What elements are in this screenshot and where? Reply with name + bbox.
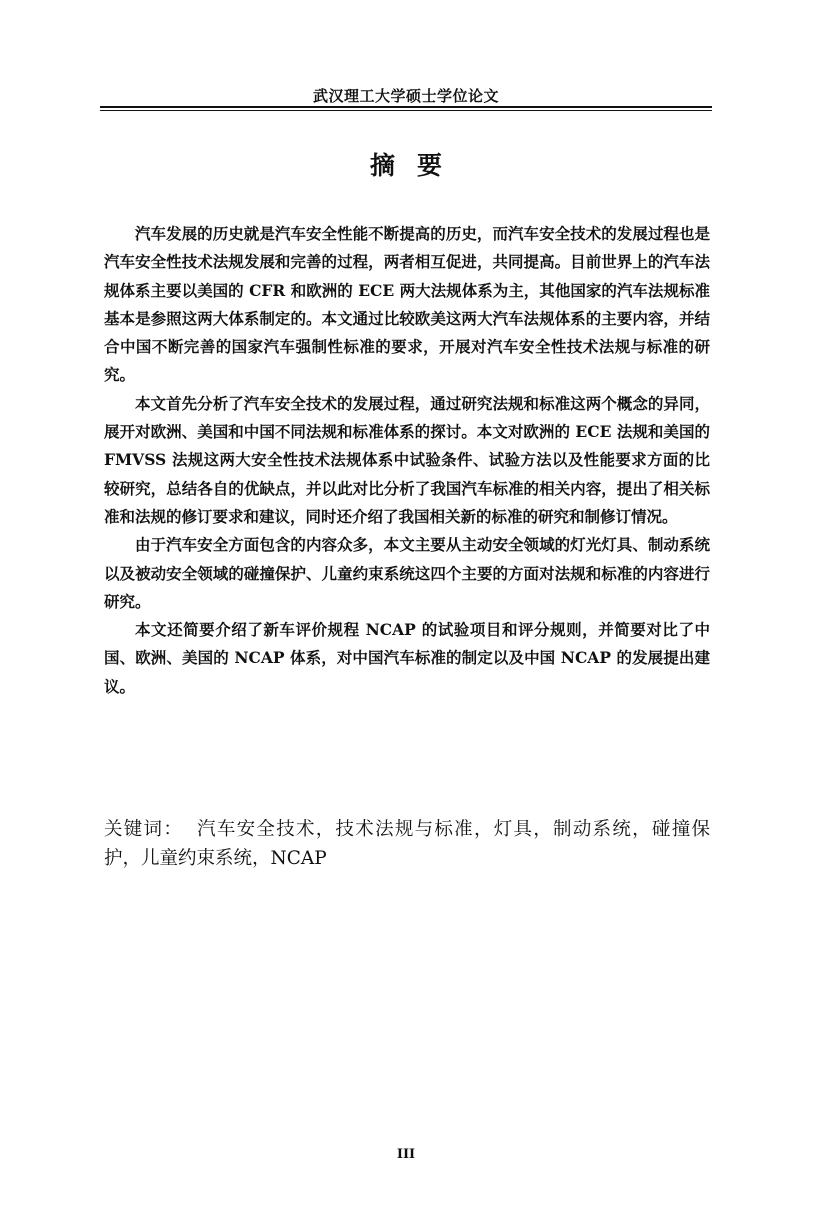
keywords-section	[104, 815, 710, 873]
abstract-paragraph-2: 本文首先分析了汽车安全技术的发展过程，通过研究法规和标准这两个概念的异同，展开对欧洲、美国和中国不同法规和标准体系的探讨。本文对欧洲的 ECE 法规和美国的 FMVSS 法规这两大安全性技术法规体系中试验条件、试验方法以及性能要求方面的比较研究，总结各自的优缺点，并以此对比分析了我国汽车标准的相关内容，提出了相关标准和法规的修订要求和建议，同时还介绍了我国相关新的标准的研究和制修订情况。	[104, 393, 710, 526]
page-number: III	[396, 1147, 416, 1162]
abstract-paragraph-4: 本文还简要介绍了新车评价规程 NCAP 的试验项目和评分规则，并简要对比了中国、欧洲、美国的 NCAP 体系，对中国汽车标准的制定以及中国 NCAP 的发展提出建议。	[104, 620, 710, 696]
keywords-label: 关键词：	[104, 819, 184, 840]
header-rule-secondary	[100, 110, 712, 111]
running-header: 武汉理工大学硕士学位论文	[312, 87, 499, 105]
abstract-paragraph-1: 汽车发展的历史就是汽车安全性能不断提高的历史，而汽车安全技术的发展过程也是汽车安全性技术法规发展和完善的过程，两者相互促进，共同提高。目前世界上的汽车法规体系主要以美国的 CFR 和欧洲的 ECE 两大法规体系为主，其他国家的汽车法规标准基本是参照这两大体系制定的。本文通过比较欧美这两大汽车法规体系的主要内容，并结合中国不断完善的国家汽车强制性标准的要求，开展对汽车安全性技术法规与标准的研究。	[104, 224, 710, 385]
abstract-paragraph-3: 由于汽车安全方面包含的内容众多，本文主要从主动安全领域的灯光灯具、制动系统以及被动安全领域的碰撞保护、儿童约束系统这四个主要的方面对法规和标准的内容进行研究。	[104, 535, 710, 611]
header-rule	[100, 106, 712, 108]
keywords-text: 汽车安全技术，技术法规与标准，灯具，制动系统，碰撞保护，儿童约束系统，NCAP	[104, 819, 710, 869]
abstract-body	[104, 220, 710, 701]
abstract-title: 摘要	[369, 151, 464, 180]
